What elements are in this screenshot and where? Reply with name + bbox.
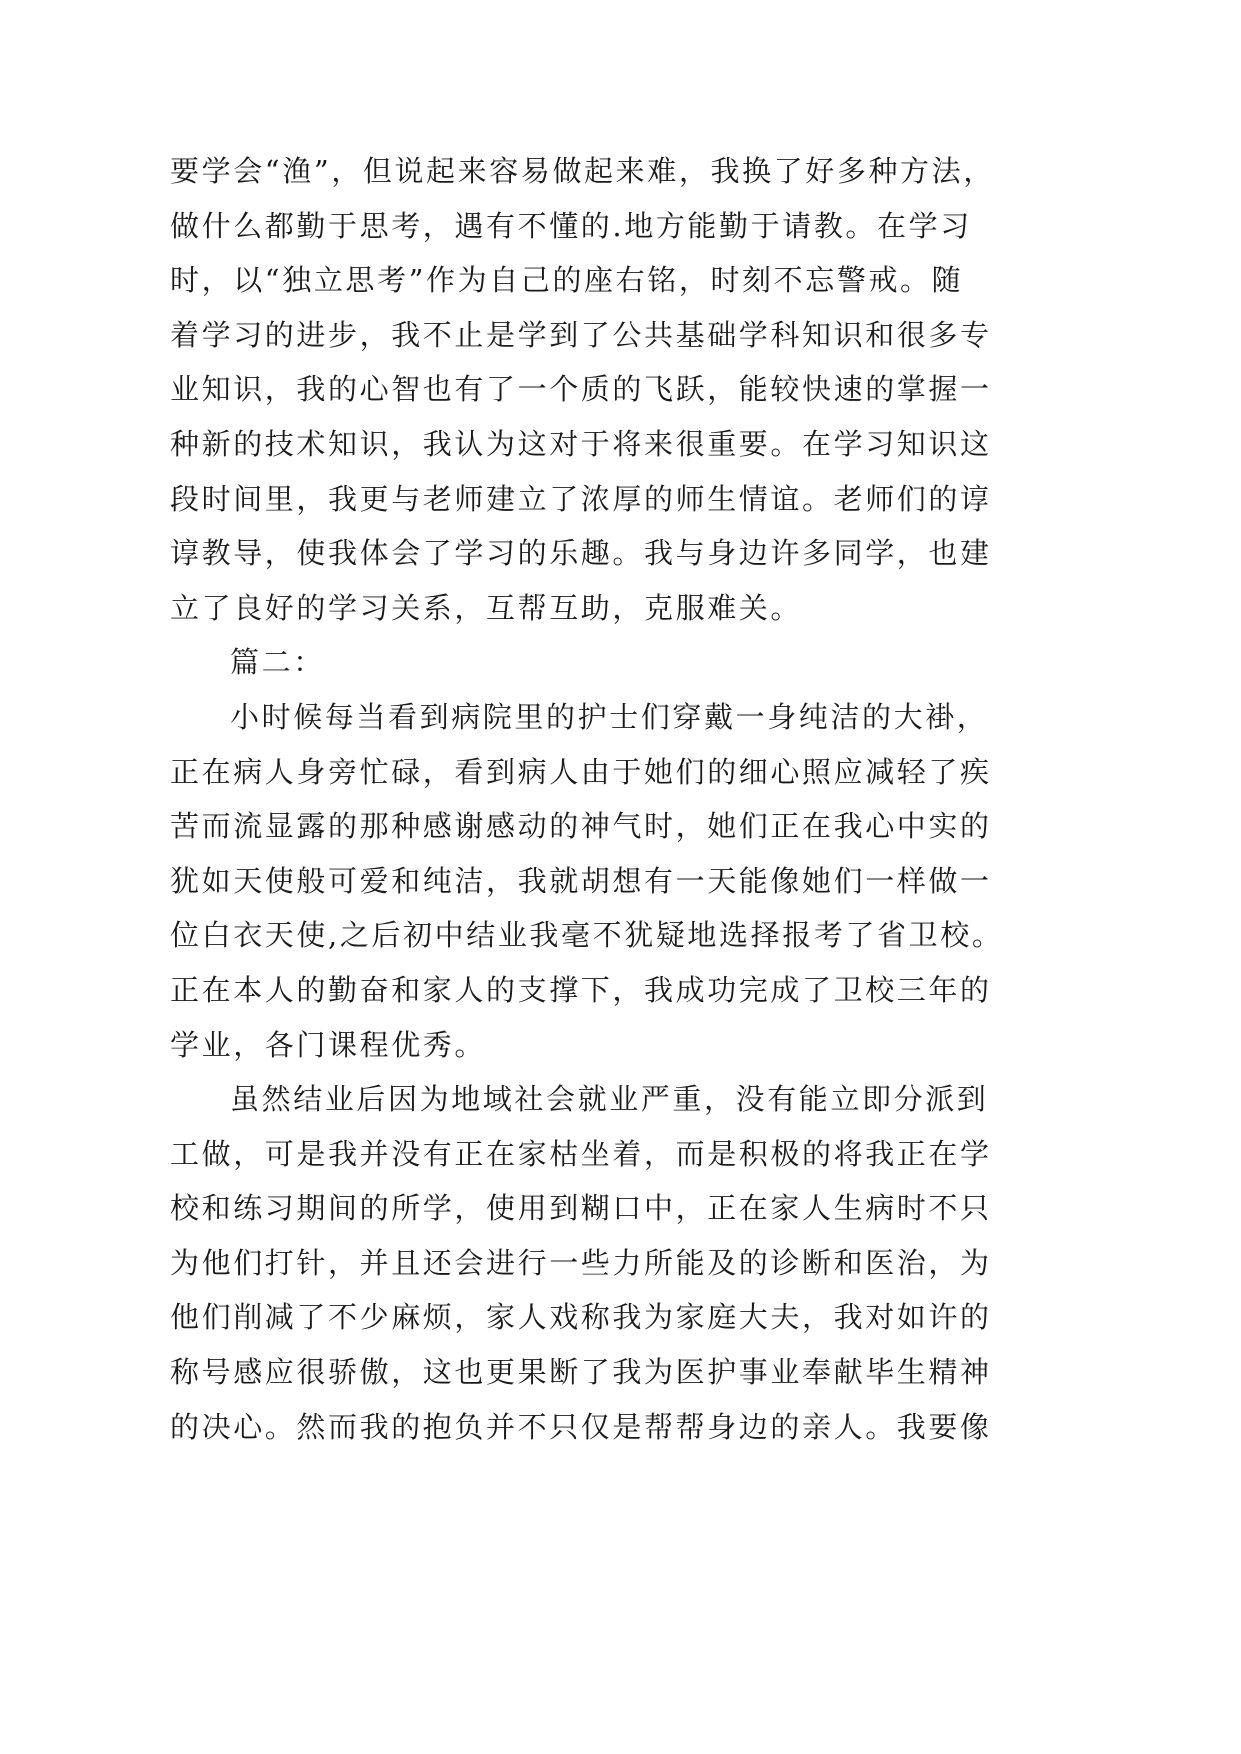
section-heading: 篇二： xyxy=(230,645,325,680)
text-line: 着学习的进步，我不止是学到了公共基础学科知识和很多专 xyxy=(170,317,992,352)
text-line: 种新的技术知识，我认为这对于将来很重要。在学习知识这 xyxy=(170,426,992,461)
text-line: 校和练习期间的所学，使用到糊口中，正在家人生病时不只 xyxy=(170,1191,992,1226)
text-line: 正在病人身旁忙碌，看到病人由于她们的细心照应减轻了疾 xyxy=(170,754,992,789)
paragraph-first-line: 虽然结业后因为地域社会就业严重，没有能立即分派到 xyxy=(230,1082,989,1117)
text-line: 为他们打针，并且还会进行一些力所能及的诊断和医治，为 xyxy=(170,1245,992,1280)
text-line: 他们削减了不少麻烦，家人戏称我为家庭大夫，我对如许的 xyxy=(170,1300,992,1335)
text-line: 业知识，我的心智也有了一个质的飞跃，能较快速的掌握一 xyxy=(170,372,992,407)
text-line: 段时间里，我更与老师建立了浓厚的师生情谊。老师们的谆 xyxy=(170,481,992,516)
text-line: 立了良好的学习关系，互帮互助，克服难关。 xyxy=(170,590,803,625)
text-line: 犹如天使般可爱和纯洁，我就胡想有一天能像她们一样做一 xyxy=(170,863,992,898)
text-line: 要学会“渔”，但说起来容易做起来难，我换了好多种方法， xyxy=(170,154,995,188)
text-line: 谆教导，使我体会了学习的乐趣。我与身边许多同学，也建 xyxy=(170,536,992,571)
text-line: 工做，可是我并没有正在家枯坐着，而是积极的将我正在学 xyxy=(170,1136,992,1171)
text-line: 称号感应很骄傲，这也更果断了我为医护事业奉献毕生精神 xyxy=(170,1355,992,1390)
text-line: 做什么都勤于思考，遇有不懂的.地方能勤于请教。在学习 xyxy=(170,208,972,243)
text-line: 位白衣天使,之后初中结业我毫不犹疑地选择报考了省卫校。 xyxy=(170,918,1004,953)
text-line: 苦而流显露的那种感谢感动的神气时，她们正在我心中实的 xyxy=(170,809,992,844)
paragraph-first-line: 小时候每当看到病院里的护士们穿戴一身纯洁的大褂， xyxy=(230,699,989,734)
text-line: 正在本人的勤奋和家人的支撑下，我成功完成了卫校三年的 xyxy=(170,972,992,1007)
text-line: 的决心。然而我的抱负并不只仅是帮帮身边的亲人。我要像 xyxy=(170,1409,992,1444)
text-line: 学业，各门课程优秀。 xyxy=(170,1027,487,1062)
text-line: 时，以“独立思考”作为自己的座右铭，时刻不忘警戒。随 xyxy=(170,263,964,298)
body-text xyxy=(170,144,1004,1454)
